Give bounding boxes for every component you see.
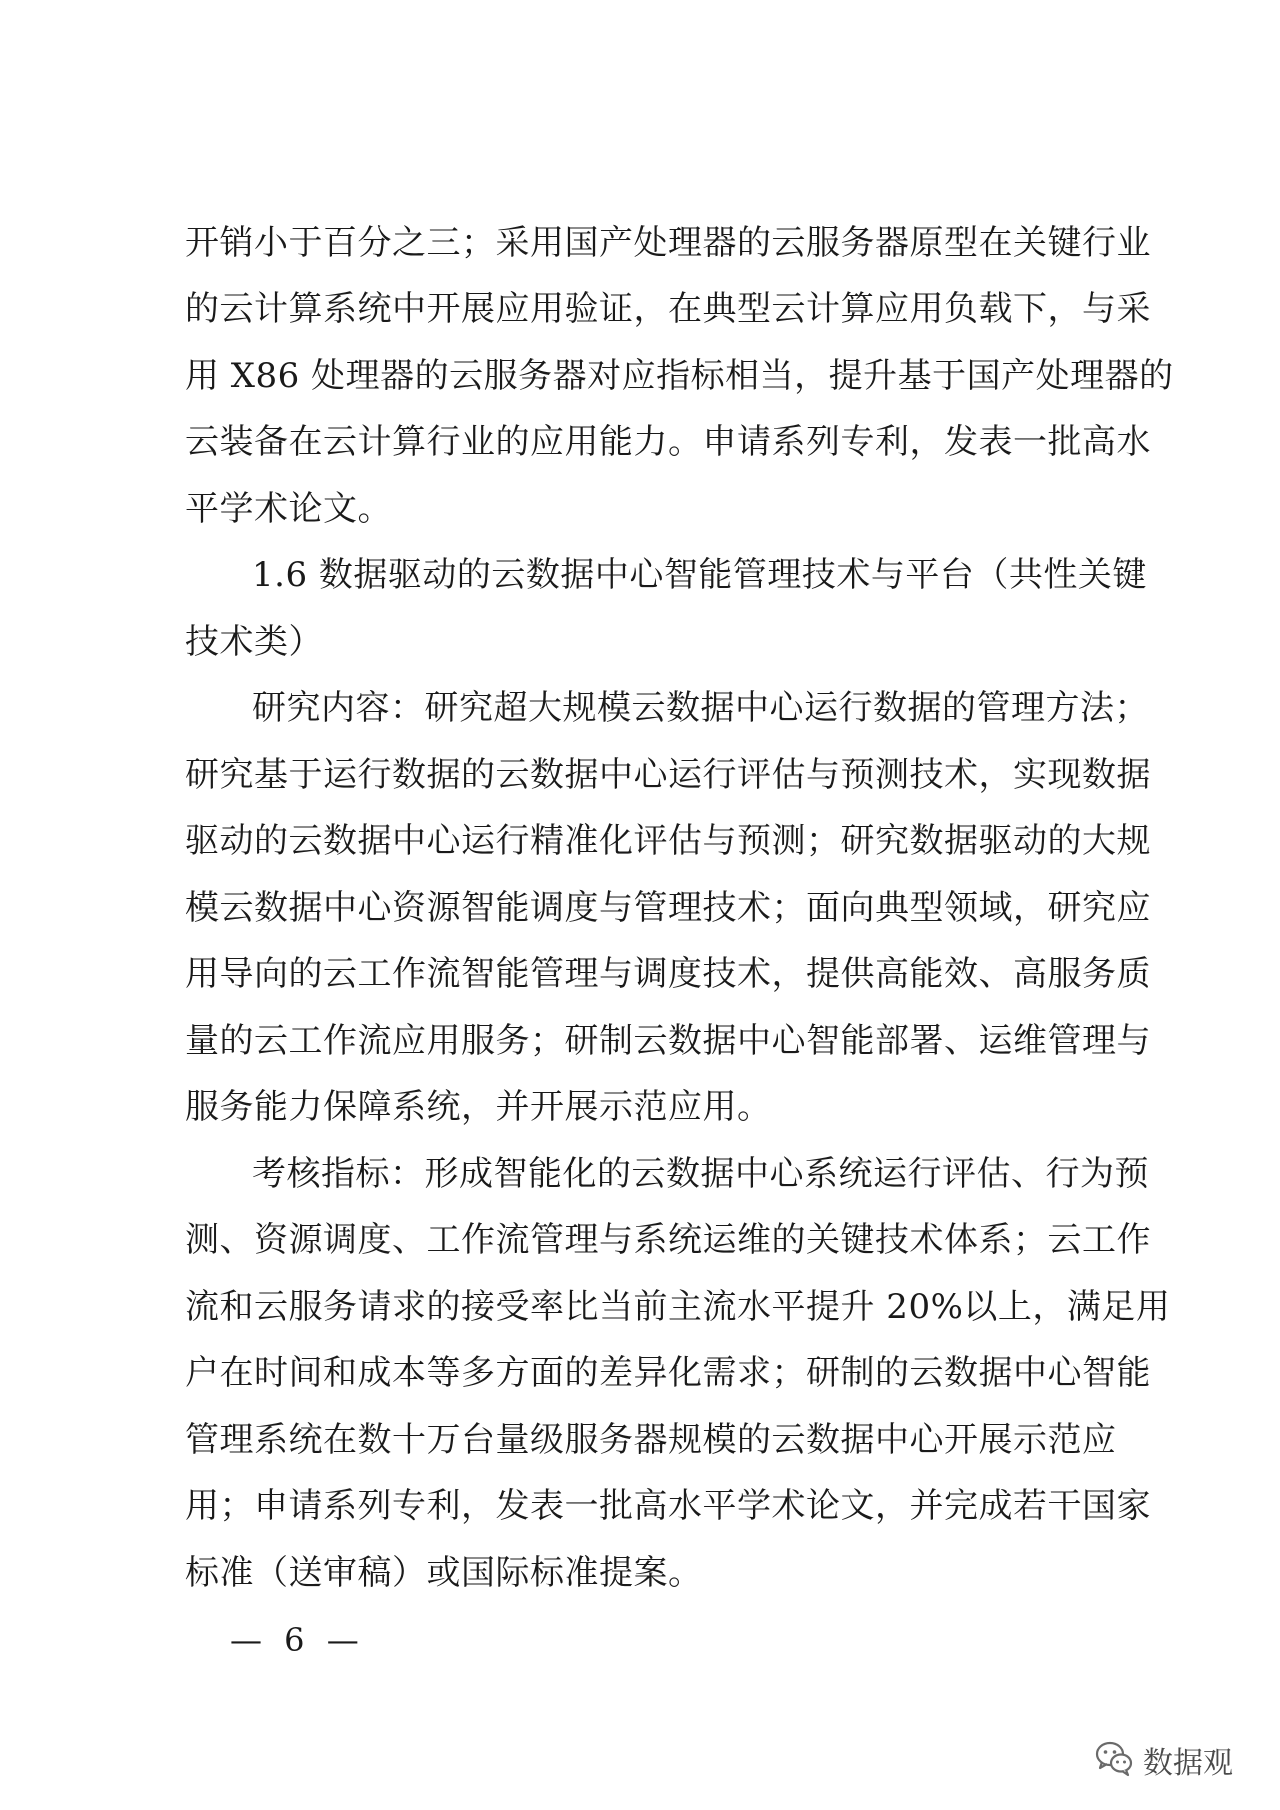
- watermark: [1093, 1737, 1233, 1783]
- text-line: 云装备在云计算行业的应用能力。申请系列专利，发表一批高水: [185, 422, 1151, 462]
- research-content-paragraph: 研究内容：研究超大规模云数据中心运行数据的管理方法；: [252, 688, 1149, 728]
- text-line: 管理系统在数十万台量级服务器规模的云数据中心开展示范应: [185, 1420, 1117, 1460]
- text-line: 平学术论文。: [185, 489, 392, 529]
- text-line: 模云数据中心资源智能调度与管理技术；面向典型领域，研究应: [185, 888, 1151, 928]
- section-heading-continued: 技术类）: [185, 622, 323, 662]
- text-line: 用 X86 处理器的云服务器对应指标相当，提升基于国产处理器的: [185, 356, 1174, 396]
- text-line: 驱动的云数据中心运行精准化评估与预测；研究数据驱动的大规: [185, 821, 1151, 861]
- text-line: 研究基于运行数据的云数据中心运行评估与预测技术，实现数据: [185, 755, 1151, 795]
- text-line: 标准（送审稿）或国际标准提案。: [185, 1553, 703, 1593]
- assessment-indicators-paragraph: 考核指标：形成智能化的云数据中心系统运行评估、行为预: [252, 1154, 1149, 1194]
- section-heading: 1.6 数据驱动的云数据中心智能管理技术与平台（共性关键: [252, 555, 1147, 595]
- text-line: 流和云服务请求的接受率比当前主流水平提升 20%以上，满足用: [185, 1287, 1171, 1327]
- text-line: 用导向的云工作流智能管理与调度技术，提供高能效、高服务质: [185, 954, 1151, 994]
- text-line: 用；申请系列专利，发表一批高水平学术论文，并完成若干国家: [185, 1486, 1151, 1526]
- text-line: 开销小于百分之三；采用国产处理器的云服务器原型在关键行业: [185, 223, 1151, 263]
- page-number: — 6 —: [230, 1621, 365, 1659]
- watermark-text: 数据观: [1143, 1746, 1233, 1781]
- text-line: 服务能力保障系统，并开展示范应用。: [185, 1087, 772, 1127]
- wechat-icon: [1093, 1737, 1135, 1783]
- text-line: 测、资源调度、工作流管理与系统运维的关键技术体系；云工作: [185, 1220, 1151, 1260]
- text-line: 户在时间和成本等多方面的差异化需求；研制的云数据中心智能: [185, 1353, 1151, 1393]
- text-line: 的云计算系统中开展应用验证，在典型云计算应用负载下，与采: [185, 289, 1151, 329]
- text-line: 量的云工作流应用服务；研制云数据中心智能部署、运维管理与: [185, 1021, 1151, 1061]
